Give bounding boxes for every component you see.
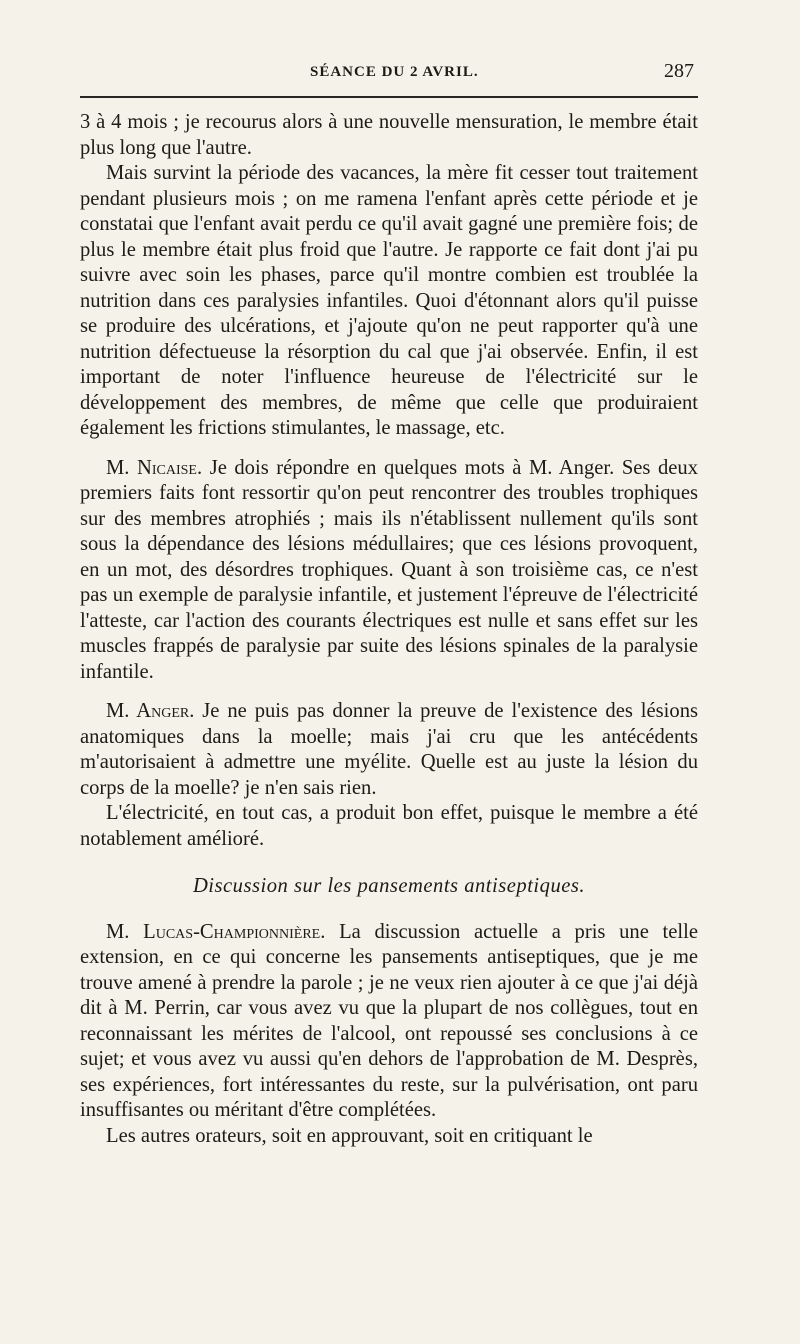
page-header xyxy=(80,60,698,88)
speaker-name: M. Anger. xyxy=(106,700,195,722)
speech-text: La discussion actuelle a pris une telle extension, en ce qui concerne les pansements antiseptiques, que je me trouve amené à prendre la parole ; je ne veux rien ajouter à ce que j'ai déjà dit à M. Perrin, car vous avez vu que la plupart de nos collègues, tout en reconnaissant les mérites de l'alcool, ont repoussé ses conclusions à ce sujet; et vous avez vu aussi qu'en dehors de l'approbation de M. Desprès, ses expériences, fort intéressantes du reste, sur la pulvérisation, ont paru insuffisantes ou méritant d'être complétées. xyxy=(80,920,698,1121)
page-number: 287 xyxy=(664,60,694,82)
speech-text: Je dois répondre en quelques mots à M. Anger. Ses deux premiers faits font ressortir qu'on peut rencontrer des troubles trophiques sur des membres atrophiés ; mais ils n'établissent nullement qu'ils sont sous la dépendance des lésions médullaires; que ces lésions provoquent, en un mot, des désordres trophiques. Quant à son troisième cas, ce n'est pas un exemple de paralysie infantile, et justement l'épreuve de l'électricité l'atteste, car l'action des courants électriques est nulle et sans effet sur les muscles frappés de paralysie par suite des lésions spinales de la paralysie infantile. xyxy=(80,456,698,683)
paragraph-anger xyxy=(80,699,698,801)
paragraph-vacances: Mais survint la période des vacances, la mère fit cesser tout traitement pendant plusieurs mois ; on me ramena l'enfant après cette période et je constatai que l'enfant avait perdu ce qu'il avait gagné une première fois; de plus le membre était plus froid que l'autre. Je rapporte ce fait dont j'ai pu suivre avec soin les phases, parce qu'il montre combien est troublée la nutrition dans ces paralysies infantiles. Quoi d'étonnant alors qu'il puisse se produire des ulcérations, et j'ajoute qu'on ne peut rapporter qu'à une nutrition défectueuse la résorption du cal que j'ai observée. Enfin, il est important de noter l'influence heureuse de l'électricité sur le développement des membres, de même que celle que produiraient également les frictions stimulantes, le massage, etc. xyxy=(80,162,698,439)
paragraph-lucas-championniere xyxy=(80,920,698,1124)
paragraph-autres-orateurs: Les autres orateurs, soit en approuvant, soit en critiquant le xyxy=(106,1124,593,1147)
running-title: SÉANCE DU 2 AVRIL. xyxy=(310,64,479,80)
paragraph-continuation: 3 à 4 mois ; je recourus alors à une nouvelle mensuration, le membre était plus long que l'autre. xyxy=(80,111,698,159)
speaker-name: M. Nicaise. xyxy=(106,456,203,479)
header-rule xyxy=(80,96,698,98)
section-title: Discussion sur les pansements antiseptiques. xyxy=(192,875,586,897)
paragraph-electricite: L'électricité, en tout cas, a produit bon effet, puisque le membre a été notablement amélioré. xyxy=(80,802,698,850)
speaker-name: M. Lucas-Championnière. xyxy=(106,920,326,943)
paragraph-nicaise xyxy=(80,456,698,686)
speech-text: Je ne puis pas donner la preuve de l'existence des lésions anatomiques dans la moelle; mais j'ai cru que les antécédents m'autorisaient à admettre une myélite. Quelle est au juste la lésion du corps de la moelle? je n'en sais rien. xyxy=(80,700,699,799)
body-text xyxy=(80,110,698,1149)
